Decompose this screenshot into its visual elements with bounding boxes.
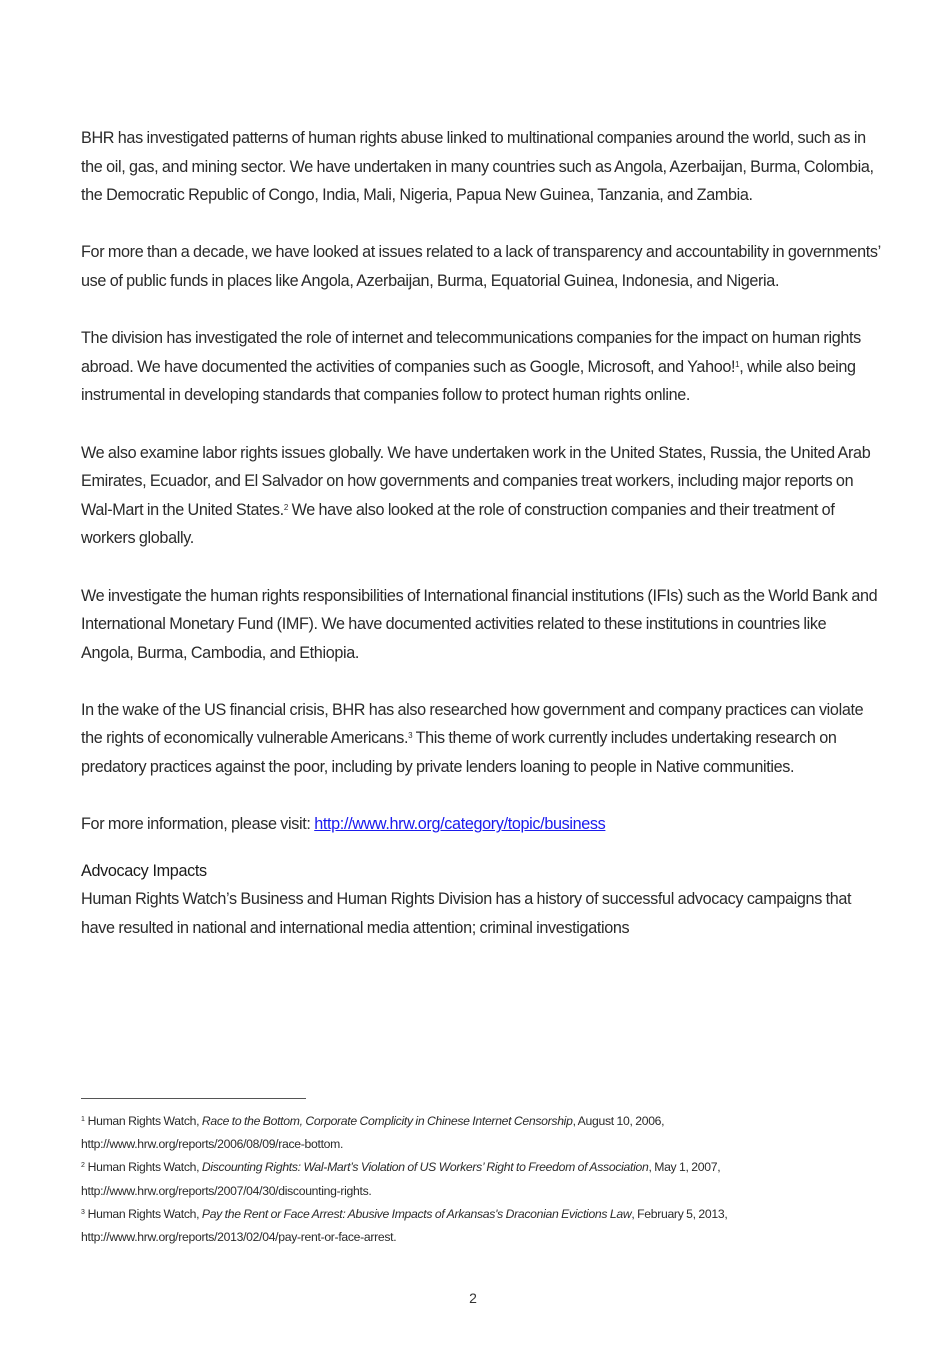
footnote-ref-3[interactable]: 3 [408, 731, 413, 741]
paragraph-internet-telecom [81, 324, 881, 410]
paragraph-text: We have also looked at the role of construction companies and their treatment of workers globally. [81, 500, 835, 548]
paragraph-transparency [81, 238, 881, 295]
paragraph-text: BHR has investigated patterns of human rights abuse linked to multinational companies around the world, such as in the oil, gas, and mining sector. We have undertaken in many countries such as Angola, Azerbaijan, Burma, Colombia, the Democratic Republic of Congo, India, Mali, Nigeria, Papua New Guinea, Tanzania, and Zambia. [81, 129, 874, 205]
footnote-divider [81, 1098, 306, 1099]
paragraph-labor-rights [81, 439, 881, 553]
footnote-details: , August 10, 2006, http://www.hrw.org/reports/2006/08/09/race-bottom. [81, 1114, 665, 1152]
page-number: 2 [469, 1290, 477, 1306]
paragraph-text: In the wake of the US financial crisis, BHR has also researched how government and company practices can violate the rights of economically vulnerable Americans. [81, 700, 864, 748]
section-heading-advocacy-impacts: Advocacy Impacts [81, 861, 207, 880]
footnote-title: Race to the Bottom, Corporate Complicity in Chinese Internet Censorship [201, 1114, 573, 1128]
footnote-2 [81, 1156, 881, 1202]
paragraph-text: The division has investigated the role of internet and telecommunications companies for the impact on human rights abroad. We have documented the activities of companies such as Google, Microsoft, and Yahoo! [81, 329, 861, 376]
footnote-number: 2 [81, 1162, 85, 1170]
paragraph-financial-institutions [81, 582, 881, 668]
document-body [81, 124, 881, 943]
footnote-details: , May 1, 2007, http://www.hrw.org/reports/2007/04/30/discounting-rights. [81, 1160, 721, 1198]
footnote-title: Discounting Rights: Wal-Mart’s Violation of US Workers’ Right to Freedom of Association [201, 1160, 649, 1175]
paragraph-text: We investigate the human rights responsibilities of International financial institutions (IFIs) such as the World Bank and International Monetary Fund (IMF). We have documented activities related to these institutions in countries like Angola, Burma, Cambodia, and Ethiopia. [81, 586, 878, 662]
footnote-title: Pay the Rent or Face Arrest: Abusive Impacts of Arkansas's Draconian Evictions Law [201, 1206, 632, 1221]
footnote-author: Human Rights Watch, [87, 1160, 202, 1175]
footnote-author: Human Rights Watch, [87, 1114, 202, 1128]
more-info-line [81, 810, 881, 839]
footnote-1 [81, 1110, 881, 1156]
business-topic-link[interactable]: http://www.hrw.org/category/topic/business [314, 815, 606, 834]
paragraph-text: We also examine labor rights issues globally. We have undertaken work in the United States, Russia, the United Arab Emirates, Ecuador, and El Salvador on how governments and companies treat workers, including major reports on Wal-Mart in the United States. [81, 443, 871, 519]
paragraph-advocacy-impacts: Human Rights Watch’s Business and Human Rights Division has a history of successful advocacy campaigns that have resulted in national and international media attention; criminal investigations [81, 890, 852, 938]
footnotes [81, 1110, 881, 1249]
footnote-3 [81, 1203, 881, 1249]
paragraph-financial-crisis [81, 696, 881, 782]
more-info-label: For more information, please visit: [81, 815, 315, 834]
footnote-number: 1 [81, 1116, 85, 1123]
footnote-number: 3 [81, 1208, 85, 1216]
paragraph-extractive-industries [81, 124, 881, 210]
footnote-details: , February 5, 2013, http://www.hrw.org/reports/2013/02/04/pay-rent-or-face-arrest. [81, 1206, 728, 1245]
footnote-author: Human Rights Watch, [87, 1206, 202, 1221]
footnote-ref-2[interactable]: 2 [283, 502, 288, 512]
footnote-ref-1[interactable]: 1 [735, 359, 740, 369]
paragraph-text: For more than a decade, we have looked at issues related to a lack of transparency and accountability in governments’ use of public funds in places like Angola, Azerbaijan, Burma, Equatorial Guinea, Indonesia, and Nigeria. [81, 243, 881, 290]
paragraph-text: , while also being instrumental in developing standards that companies follow to protect human rights online. [81, 357, 856, 405]
paragraph-text: This theme of work currently includes undertaking research on predatory practices against the poor, including by private lenders loaning to people in Native communities. [81, 729, 837, 777]
